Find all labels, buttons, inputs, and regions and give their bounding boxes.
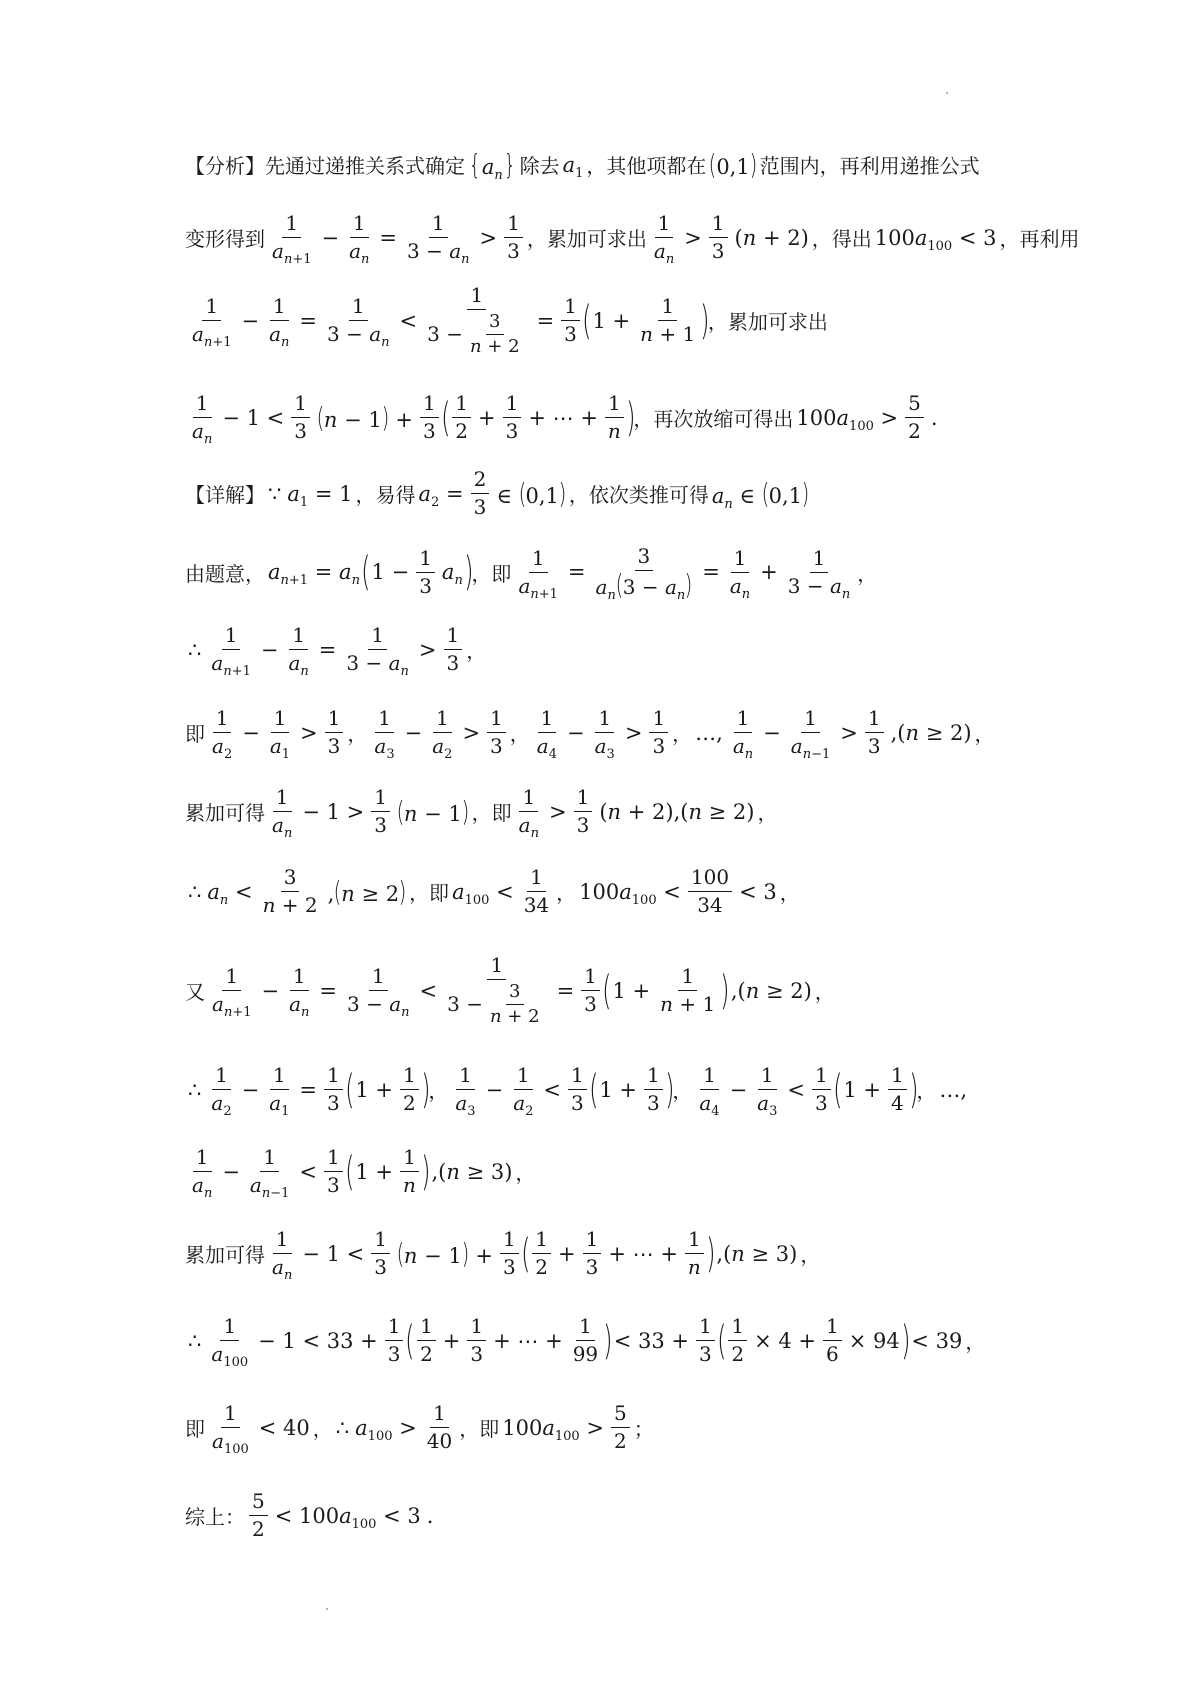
- solution-line-3: ∴ 1 $a_{n+1}$ − $\frac{1}{a_n}$ = $\frac{1}{3 - a_n}$ > 1 3 ，: [188, 623, 487, 679]
- solution-line-1: 【详解】 ∵ $a_1 = 1$ ，易得 $a_2$ = $\frac{2}{3}$ ∈ (0,1) ，依次类推可得 $a_n$ ∈ (0,1): [185, 467, 810, 519]
- analysis-heading: 【分析】: [185, 154, 265, 178]
- solution-line-8: ∴ 1 $a_2$ − $\frac{1}{a_1}$ = $\frac{1}{3}$ ( 1 + $\frac{1}{2}$ ) ， 1 $a_3$ − $\frac{1}{a_2}$ < 1 3 ( 1 + $\frac{1}{3}$ ) ， 1 $a_4$ − $\frac{1}{a_3}$ < 1 3 ( 1 + $\frac{1}{4}$ ) ， …,: [188, 1063, 968, 1119]
- solution-line-7: 又 1 $a_{n+1}$ − $\frac{1}{a_n}$ = $\frac{1}{3 - a_n}$ < 1 3 − 3 n + 2 = $\frac{1}{3}$ ( 1 + $\frac{1}{n + 1}$ ) ,(n ≥ 2) ，: [185, 953, 835, 1028]
- solution-line-9: 1 $a_n$ − $\frac{1}{a_{n-1}}$ < 1 3 ( 1 + $\frac{1}{n}$ ) ,(n ≥ 3) ，: [192, 1145, 536, 1201]
- corner-dot: [946, 92, 948, 94]
- solution-line-6: ∴ $a_n$ < 3 n + 2 ,(n ≥ 2) ，即 $a_{100}$ < 1 34 ， $100a_{100}$ < 100 34 < 3 ，: [188, 865, 800, 917]
- analysis-line-2: 变形得到 1 $a_{n+1}$ − $\frac{1}{a_n}$ = $\frac{1}{3 - a_n}$ > 1 3 ，累加可求出 1 $a_n$ > 1 3 (n + 2) ，得出 $100a_{100} < 3$ ，再利用: [185, 211, 1080, 267]
- solution-line-4: 即 1 $a_2$ − $\frac{1}{a_1}$ > 1 3 ， 1 $a_3$ − $\frac{1}{a_2}$ > 1 3 ， 1 $a_4$ − $\frac{1}{a_3}$ > 1 3 ， …, 1 $a_n$ − $\frac{1}{a_{n-1}}$ > 1 3 ,(n ≥ 2) ，: [185, 706, 995, 762]
- solution-line-13: 综上： 5 2 < $100a_{100} < 3$ .: [185, 1489, 434, 1541]
- solution-line-11: ∴ 1 $a_{100}$ − 1 < 33 + $\frac{1}{3}$ ( 1 2 + $\frac{1}{3}$ + ⋯ + $\frac{1}{99}$ ) < 33 + $\frac{1}{3}$ ( $\frac{1}{2}$ × 4 + $\frac{1}{6}$ × 94 ) < 39 ，: [188, 1314, 986, 1370]
- analysis-line-4: 1 $a_n$ − 1 < 1 3 (n − 1) + $\frac{1}{3}$ ( 1 2 + $\frac{1}{3}$ + ⋯ + $\frac{1}{n}$ ) ，再次放缩可得出 $100a_{100}$ > 5 2 .: [192, 391, 938, 447]
- solution-line-10: 累加可得 1 $a_n$ − 1 < 1 3 (n − 1) + $\frac{1}{3}$ ( 1 2 + $\frac{1}{3}$ + ⋯ + $\frac{1}{n}$ ) ,(n ≥ 3) ，: [185, 1227, 821, 1283]
- solution-heading: 【详解】: [185, 483, 265, 507]
- bottom-dot: [326, 1608, 328, 1610]
- analysis-line-1: 【分析】 先通过递推关系式确定 $\{a_n\}$ 除去 $a_1$ ，其他项都在 (0,1) 范围内，再利用递推公式: [185, 147, 980, 183]
- solution-line-5: 累加可得 1 $a_n$ − 1 > 1 3 (n − 1) ，即 1 $a_n$ > 1 3 (n + 2),(n ≥ 2) ，: [185, 785, 778, 841]
- solution-line-12: 即 1 $a_{100}$ < 40 ， ∴ $a_{100}$ > 1 40 ，即 $100a_{100}$ > 5 2 ；: [185, 1401, 654, 1457]
- analysis-line-3: 1 $a_{n+1}$ − $\frac{1}{a_n}$ = $\frac{1}{3 - a_n}$ < 1 3 − 3 n + 2 = $\frac{1}{3}$ ( 1 + $\frac{1}{n + 1}$ ) ，累加可求出: [192, 283, 828, 358]
- solution-line-2: 由题意， $a_{n+1} = a_n$ ( 1 − $\frac{1}{3}$ $a_n$ ) ，即 $\frac{1}{a_{n+1}}$ = $\frac{3}{a_n(3 - a_n)}$ = $\frac{1}{a_n}$ + $\frac{1}{3 - a_n}$ ，: [185, 544, 878, 603]
